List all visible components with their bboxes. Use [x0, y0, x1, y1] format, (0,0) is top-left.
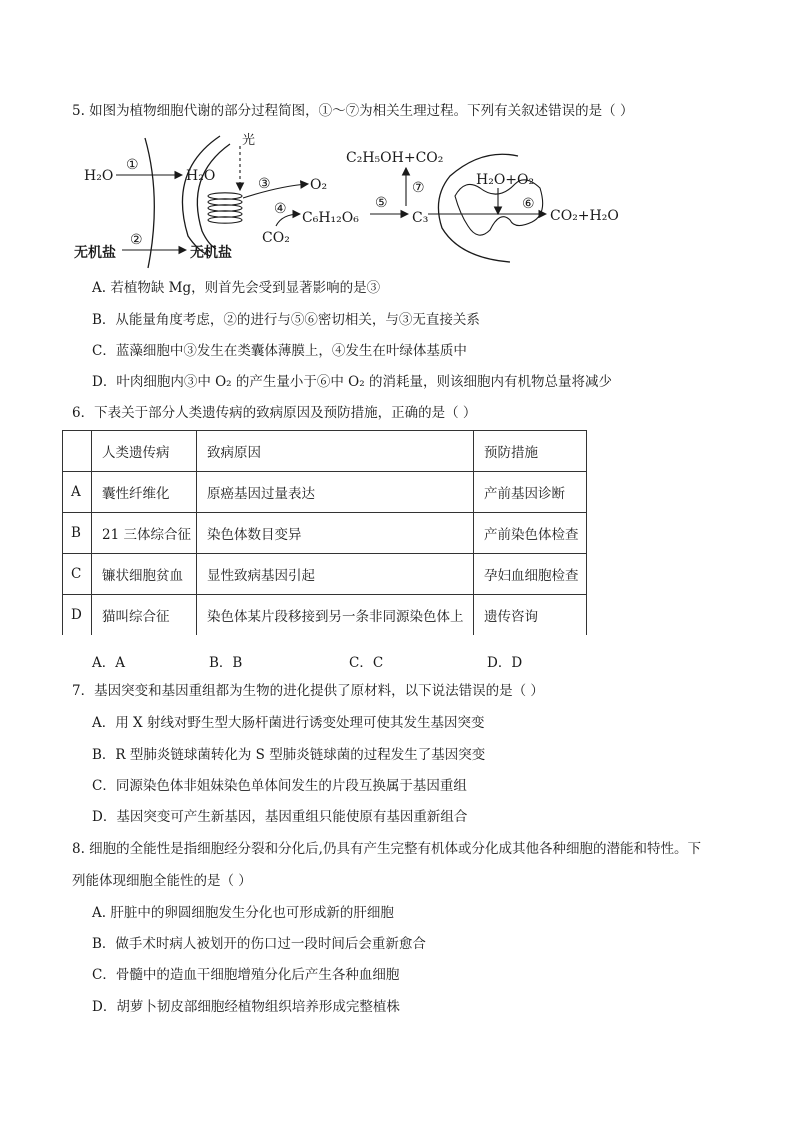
table-cell: 产前基因诊断: [474, 472, 587, 513]
q6-stem: 6．下表关于部分人类遗传病的致病原因及预防措施，正确的是（ ）: [72, 405, 477, 421]
q6-answer-b: B．B: [209, 655, 243, 671]
label-process-4: ④: [274, 201, 287, 217]
table-row: [63, 554, 587, 595]
table-cell: 镰状细胞贫血: [92, 554, 197, 595]
label-light: 光: [242, 133, 256, 148]
chloroplast-inner-membrane: [197, 144, 230, 249]
table-row: [63, 595, 587, 636]
table-header-cell: 预防措施: [474, 431, 587, 472]
q8-option-d: D．胡萝卜韧皮部细胞经植物组织培养形成完整植株: [92, 999, 400, 1015]
q8-option-a: A. 肝脏中的卵圆细胞发生分化也可形成新的肝细胞: [92, 905, 394, 921]
label-process-2: ②: [130, 232, 143, 248]
label-ethanol: C₂H₅OH+CO₂: [346, 150, 444, 166]
q7-option-a: A．用 X 射线对野生型大肠杆菌进行诱变处理可使其发生基因突变: [92, 715, 485, 731]
label-process-1: ①: [126, 157, 139, 173]
label-salt-outside: 无机盐: [74, 245, 116, 261]
q8-stem-line-1: 8. 细胞的全能性是指细胞经分裂和分化后,仍具有产生完整有机体或分化成其他各种细胞的潜能和特性。下: [72, 841, 701, 857]
table-cell: 21 三体综合征: [92, 513, 197, 554]
q6-answer-d: D．D: [487, 655, 523, 671]
label-h2o-outside: H₂O: [84, 168, 114, 184]
label-process-5: ⑤: [375, 195, 388, 211]
q5-option-a: A. 若植物缺 Mg，则首先会受到显著影响的是③: [92, 280, 381, 296]
label-process-3: ③: [258, 176, 271, 192]
table-row: [63, 472, 587, 513]
table-cell: 囊性纤维化: [92, 472, 197, 513]
q7-option-d: D．基因突变可产生新基因，基因重组只能使原有基因重新组合: [92, 809, 468, 825]
label-co2-h2o: CO₂+H₂O: [550, 208, 619, 224]
q5-option-b: B．从能量角度考虑，②的进行与⑤⑥密切相关，与③无直接关系: [92, 312, 480, 328]
q7-option-c: C．同源染色体非姐妹染色单体间发生的片段互换属于基因重组: [92, 778, 467, 794]
q6-answer-a: A．A: [92, 655, 125, 671]
label-salt-inside: 无机盐: [190, 245, 232, 261]
label-o2: O₂: [310, 177, 328, 193]
cell-membrane: [145, 138, 154, 268]
q5-option-c: C．蓝藻细胞中③发生在类囊体薄膜上，④发生在叶绿体基质中: [92, 343, 467, 359]
table-cell: 孕妇血细胞检查: [474, 554, 587, 595]
label-h2o-inside: H₂O: [186, 168, 216, 184]
table-cell: 原癌基因过量表达: [197, 472, 474, 513]
table-cell: D: [63, 595, 92, 636]
mitochondrion-outer-membrane: [438, 154, 518, 262]
q6-answer-c: C．C: [349, 655, 384, 671]
table-row: [63, 513, 587, 554]
genetic-disease-table: [62, 430, 587, 635]
label-process-6: ⑥: [522, 196, 535, 212]
table-header-cell: 致病原因: [197, 431, 474, 472]
table-cell: 染色体数目变异: [197, 513, 474, 554]
table-cell: C: [63, 554, 92, 595]
q7-option-b: B．R 型肺炎链球菌转化为 S 型肺炎链球菌的过程发生了基因突变: [92, 747, 486, 763]
q8-stem-line-2: 列能体现细胞全能性的是（ ）: [72, 873, 252, 889]
table-cell: 猫叫综合征: [92, 595, 197, 636]
table-cell: 显性致病基因引起: [197, 554, 474, 595]
table-header-cell: [63, 431, 92, 472]
label-glucose: C₆H₁₂O₆: [302, 210, 359, 226]
q8-option-c: C．骨髓中的造血干细胞增殖分化后产生各种血细胞: [92, 967, 400, 983]
table-cell: B: [63, 513, 92, 554]
table-cell: 遗传咨询: [474, 595, 587, 636]
label-co2: CO₂: [262, 230, 290, 246]
table-cell: 产前染色体检查: [474, 513, 587, 554]
label-h2o-o2: H₂O+O₂: [476, 172, 535, 188]
metabolism-diagram: [70, 126, 650, 276]
label-process-7: ⑦: [412, 180, 425, 196]
table-header-row: [63, 431, 587, 472]
chloroplast-outer-membrane: [182, 136, 220, 256]
thylakoid-stack: [208, 193, 242, 223]
q8-option-b: B．做手术时病人被划开的伤口过一段时间后会重新愈合: [92, 936, 426, 952]
label-c3: C₃: [412, 210, 429, 226]
table-cell: 染色体某片段移接到另一条非同源染色体上: [197, 595, 474, 636]
q7-stem: 7．基因突变和基因重组都为生物的进化提供了原材料，以下说法错误的是（ ）: [72, 683, 544, 699]
q5-option-d: D．叶肉细胞内③中 O₂ 的产生量小于⑥中 O₂ 的消耗量，则该细胞内有机物总量将减少: [92, 374, 612, 390]
table-header-cell: 人类遗传病: [92, 431, 197, 472]
table-cell: A: [63, 472, 92, 513]
q5-stem: 5. 如图为植物细胞代谢的部分过程简图，①～⑦为相关生理过程。下列有关叙述错误的是（ ）: [72, 103, 634, 119]
